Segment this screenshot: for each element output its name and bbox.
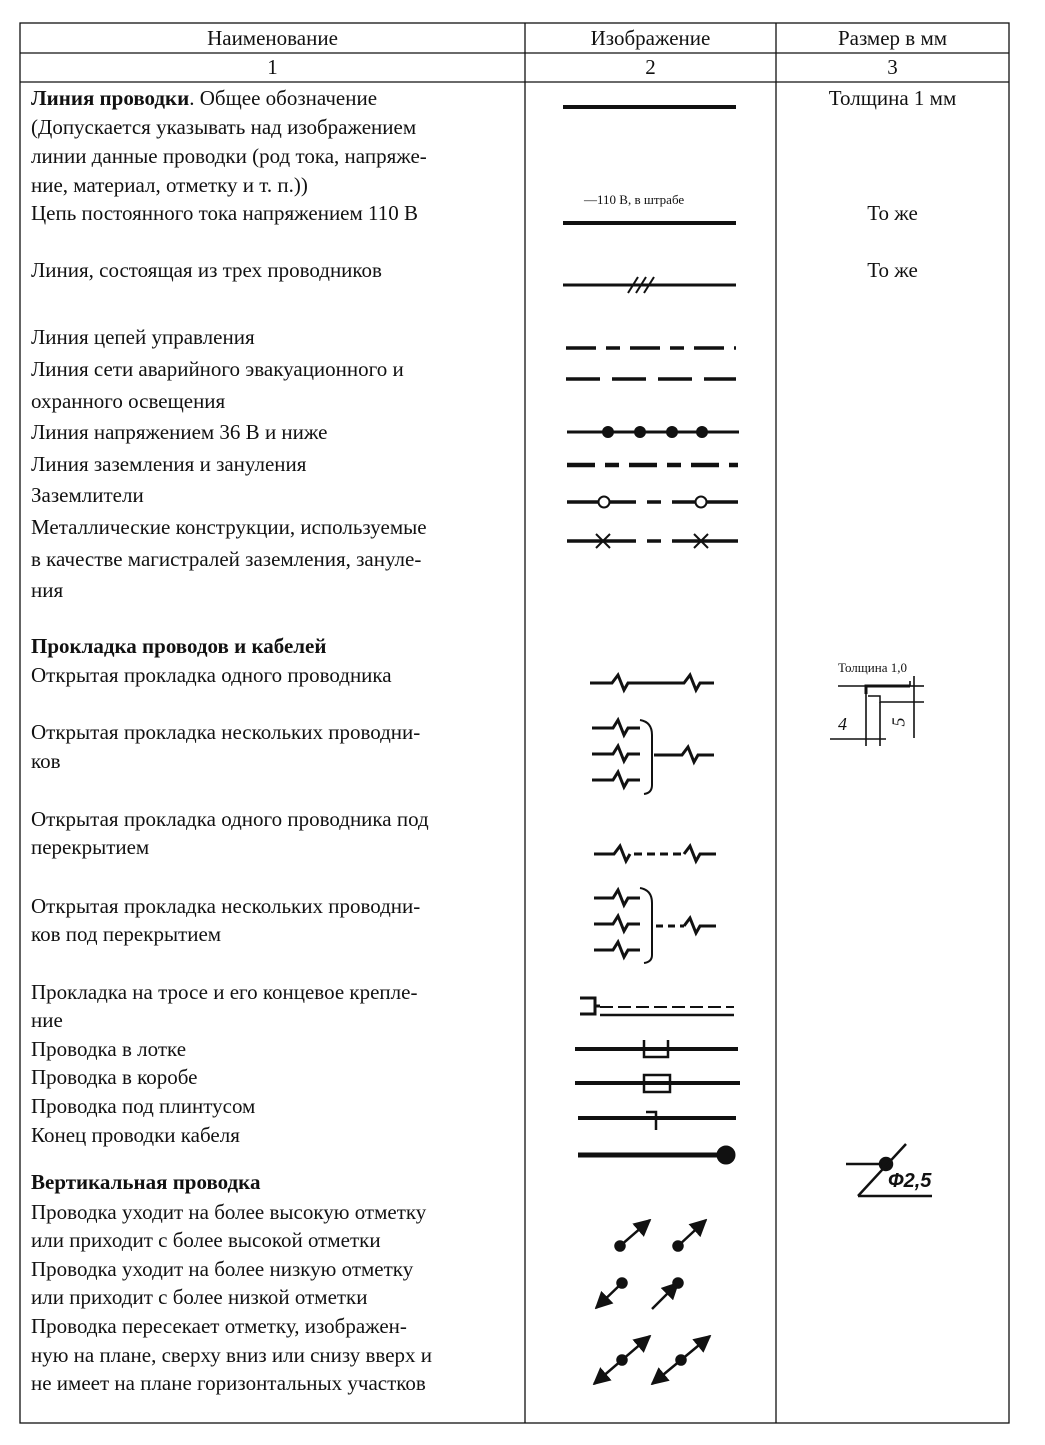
row-36v-line: Линия напряжением 36 В и ниже xyxy=(31,420,328,444)
row-wiring-up-cont: или приходит с более высокой отметки xyxy=(31,1228,381,1252)
symbol-36v-line xyxy=(567,427,739,438)
section-title-cables: Прокладка проводов и кабелей xyxy=(31,634,327,658)
symbol-dimension-detail xyxy=(830,676,924,746)
dimension-diameter: Ф2,5 xyxy=(888,1170,932,1192)
row-several-under-ceiling-cont: ков под перекрытием xyxy=(31,922,222,946)
row-open-several: Открытая прокладка нескольких проводни- xyxy=(31,720,421,744)
header-size: Размер в мм xyxy=(837,26,948,50)
row-metal-structures: Металлические конструкции, используемые xyxy=(31,515,427,539)
symbol-three-conductors xyxy=(563,277,736,293)
row-open-single: Открытая прокладка одного проводника xyxy=(31,663,392,687)
symbol-wiring-up xyxy=(616,1220,707,1251)
symbol-metal-structures xyxy=(567,534,738,548)
row-wiring-line-desc: . Общее обозначение xyxy=(189,86,378,110)
note-line: ние, материал, отметку и т. п.)) xyxy=(31,173,308,197)
row-wiring-line xyxy=(31,84,377,112)
row-metal-structures-cont: в качестве магистралей заземления, зануле- xyxy=(31,547,422,571)
symbol-wiring-crossing xyxy=(594,1336,710,1384)
size-same-as-above: То же xyxy=(867,201,918,225)
symbol-several-under-ceiling xyxy=(594,888,716,963)
note-line: линии данные проводки (род тока, напряже- xyxy=(31,144,427,168)
symbol-cable-end xyxy=(578,1146,735,1164)
dimension-thickness-label: Толщина 1,0 xyxy=(838,660,907,675)
symbol-in-box xyxy=(575,1075,740,1092)
row-earth-electrodes: Заземлители xyxy=(31,483,144,507)
size-same-as-above: То же xyxy=(867,258,918,282)
row-cable-end: Конец проводки кабеля xyxy=(31,1123,240,1147)
symbol-wiring-down xyxy=(596,1279,683,1310)
row-wiring-crossing-cont: ную на плане, сверху вниз или снизу вверх и xyxy=(31,1343,433,1367)
row-in-box: Проводка в коробе xyxy=(31,1065,198,1089)
dimension-4: 4 xyxy=(838,714,847,734)
row-wire-rope: Прокладка на тросе и его концевое крепле- xyxy=(31,980,418,1004)
row-wiring-down: Проводка уходит на более низкую отметку xyxy=(31,1257,414,1281)
symbol-earth-electrodes xyxy=(567,497,738,508)
header-name: Наименование xyxy=(207,26,338,50)
row-grounding-line: Линия заземления и зануления xyxy=(31,452,307,476)
row-dc-circuit: Цепь постоянного тока напряжением 110 В xyxy=(31,201,419,225)
row-wire-rope-cont: ние xyxy=(31,1008,63,1032)
note-line: (Допускается указывать над изображением xyxy=(31,115,417,139)
row-metal-structures-cont: ния xyxy=(31,578,64,602)
row-wiring-crossing-cont: не имеет на плане горизонтальных участков xyxy=(31,1371,426,1395)
symbol-single-under-ceiling xyxy=(594,846,716,861)
symbol-under-skirting xyxy=(578,1112,736,1130)
symbol-in-tray xyxy=(575,1040,738,1057)
size-thickness-1mm: Толщина 1 мм xyxy=(828,86,957,110)
row-emergency-lighting-cont: охранного освещения xyxy=(31,389,226,413)
row-wiring-up: Проводка уходит на более высокую отметку xyxy=(31,1200,427,1224)
row-in-tray: Проводка в лотке xyxy=(31,1037,187,1061)
column-number-1: 1 xyxy=(267,55,278,79)
column-number-3: 3 xyxy=(887,55,898,79)
column-number-2: 2 xyxy=(645,55,656,79)
row-single-under-ceiling: Открытая прокладка одного проводника под xyxy=(31,807,429,831)
dc-line-label: —110 В, в штрабе xyxy=(584,192,685,207)
symbol-wire-rope xyxy=(580,998,734,1015)
row-single-under-ceiling-cont: перекрытием xyxy=(31,835,150,859)
dimension-5: 5 xyxy=(888,717,909,727)
symbol-open-single xyxy=(590,675,714,690)
section-title-vertical: Вертикальная проводка xyxy=(31,1170,261,1194)
row-wiring-line-title: Линия проводки xyxy=(31,86,190,110)
row-open-several-cont: ков xyxy=(31,749,61,773)
row-wiring-crossing: Проводка пересекает отметку, изображен- xyxy=(31,1314,407,1338)
row-emergency-lighting: Линия сети аварийного эвакуационного и xyxy=(31,357,404,381)
header-image: Изображение xyxy=(590,26,711,50)
row-under-skirting: Проводка под плинтусом xyxy=(31,1094,256,1118)
symbol-open-several xyxy=(592,720,714,794)
row-wiring-down-cont: или приходит с более низкой отметки xyxy=(31,1285,368,1309)
row-control-line: Линия цепей управления xyxy=(31,325,255,349)
row-several-under-ceiling: Открытая прокладка нескольких проводни- xyxy=(31,894,421,918)
row-three-conductors: Линия, состоящая из трех проводников xyxy=(31,258,382,282)
